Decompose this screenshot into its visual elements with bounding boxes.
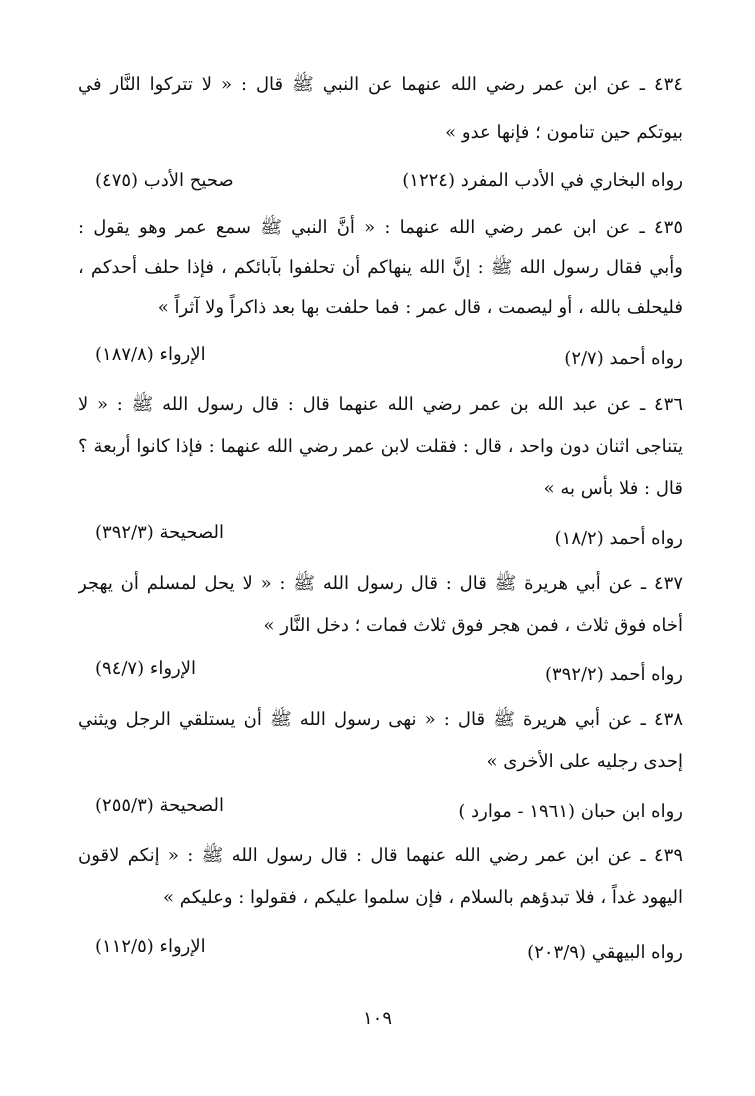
hadith-434-line-1: ٤٣٤ ـ عن ابن عمر رضي الله عنهما عن النبي ﷺ قال : « لا تتركوا النَّار في bbox=[78, 74, 683, 95]
hadith-435-narrator: رواه أحمد (٢/٧) bbox=[564, 348, 683, 369]
hadith-434-line-2: بيوتكم حين تنامون ؛ فإنها عدو » bbox=[445, 122, 683, 143]
hadith-437-line-1: ٤٣٧ ـ عن أبي هريرة ﷺ قال : قال رسول الله ﷺ : « لا يحل لمسلم أن يهجر bbox=[78, 573, 683, 594]
hadith-438-grading: الصحيحة (٢٥٥/٣) bbox=[95, 795, 224, 816]
hadith-435-line-3: فليحلف بالله ، أو ليصمت ، قال عمر : فما حلفت بها بعد ذاكراً ولا آثراً » bbox=[157, 297, 683, 318]
hadith-434-grading: صحيح الأدب (٤٧٥) bbox=[95, 170, 234, 191]
hadith-439-narrator: رواه البيهقي (٢٠٣/٩) bbox=[527, 942, 683, 963]
hadith-438-line-2: إحدى رجليه على الأخرى » bbox=[486, 751, 683, 772]
hadith-438-line-1: ٤٣٨ ـ عن أبي هريرة ﷺ قال : « نهى رسول الله ﷺ أن يستلقي الرجل ويثني bbox=[78, 709, 683, 730]
hadith-437-grading: الإرواء (٩٤/٧) bbox=[95, 658, 196, 679]
hadith-436-line-3: قال : فلا بأس به » bbox=[543, 478, 683, 499]
hadith-437-line-2: أخاه فوق ثلاث ، فمن هجر فوق ثلاث فمات ؛ دخل النَّار » bbox=[263, 615, 683, 636]
hadith-436-grading: الصحيحة (٣٩٢/٣) bbox=[95, 522, 224, 543]
hadith-438-narrator: رواه ابن حبان (١٩٦١ - موارد ) bbox=[458, 801, 683, 822]
hadith-439-line-1: ٤٣٩ ـ عن ابن عمر رضي الله عنهما قال : قال رسول الله ﷺ : « إنكم لاقون bbox=[78, 845, 683, 866]
hadith-436-line-1: ٤٣٦ ـ عن عبد الله بن عمر رضي الله عنهما قال : قال رسول الله ﷺ : « لا bbox=[78, 394, 683, 415]
hadith-434-narrator: رواه البخاري في الأدب المفرد (١٢٢٤) bbox=[402, 170, 683, 191]
hadith-439-line-2: اليهود غداً ، فلا تبدؤهم بالسلام ، فإن سلموا عليكم ، فقولوا : وعليكم » bbox=[163, 887, 683, 908]
hadith-436-line-2: يتناجى اثنان دون واحد ، قال : فقلت لابن عمر رضي الله عنهما : فإذا كانوا أربعة ؟ bbox=[78, 436, 683, 457]
hadith-439-grading: الإرواء (١١٢/٥) bbox=[95, 936, 206, 957]
hadith-436-narrator: رواه أحمد (١٨/٢) bbox=[554, 528, 683, 549]
page-number: ١٠٩ bbox=[362, 1008, 392, 1029]
hadith-435-line-1: ٤٣٥ ـ عن ابن عمر رضي الله عنهما : « أنَّ النبي ﷺ سمع عمر وهو يقول : bbox=[78, 217, 683, 238]
hadith-435-line-2: وأبي فقال رسول الله ﷺ : إنَّ الله ينهاكم أن تحلفوا بآبائكم ، فإذا حلف أحدكم ، bbox=[78, 257, 683, 278]
hadith-437-narrator: رواه أحمد (٣٩٢/٢) bbox=[544, 664, 683, 685]
hadith-435-grading: الإرواء (١٨٧/٨) bbox=[95, 344, 206, 365]
